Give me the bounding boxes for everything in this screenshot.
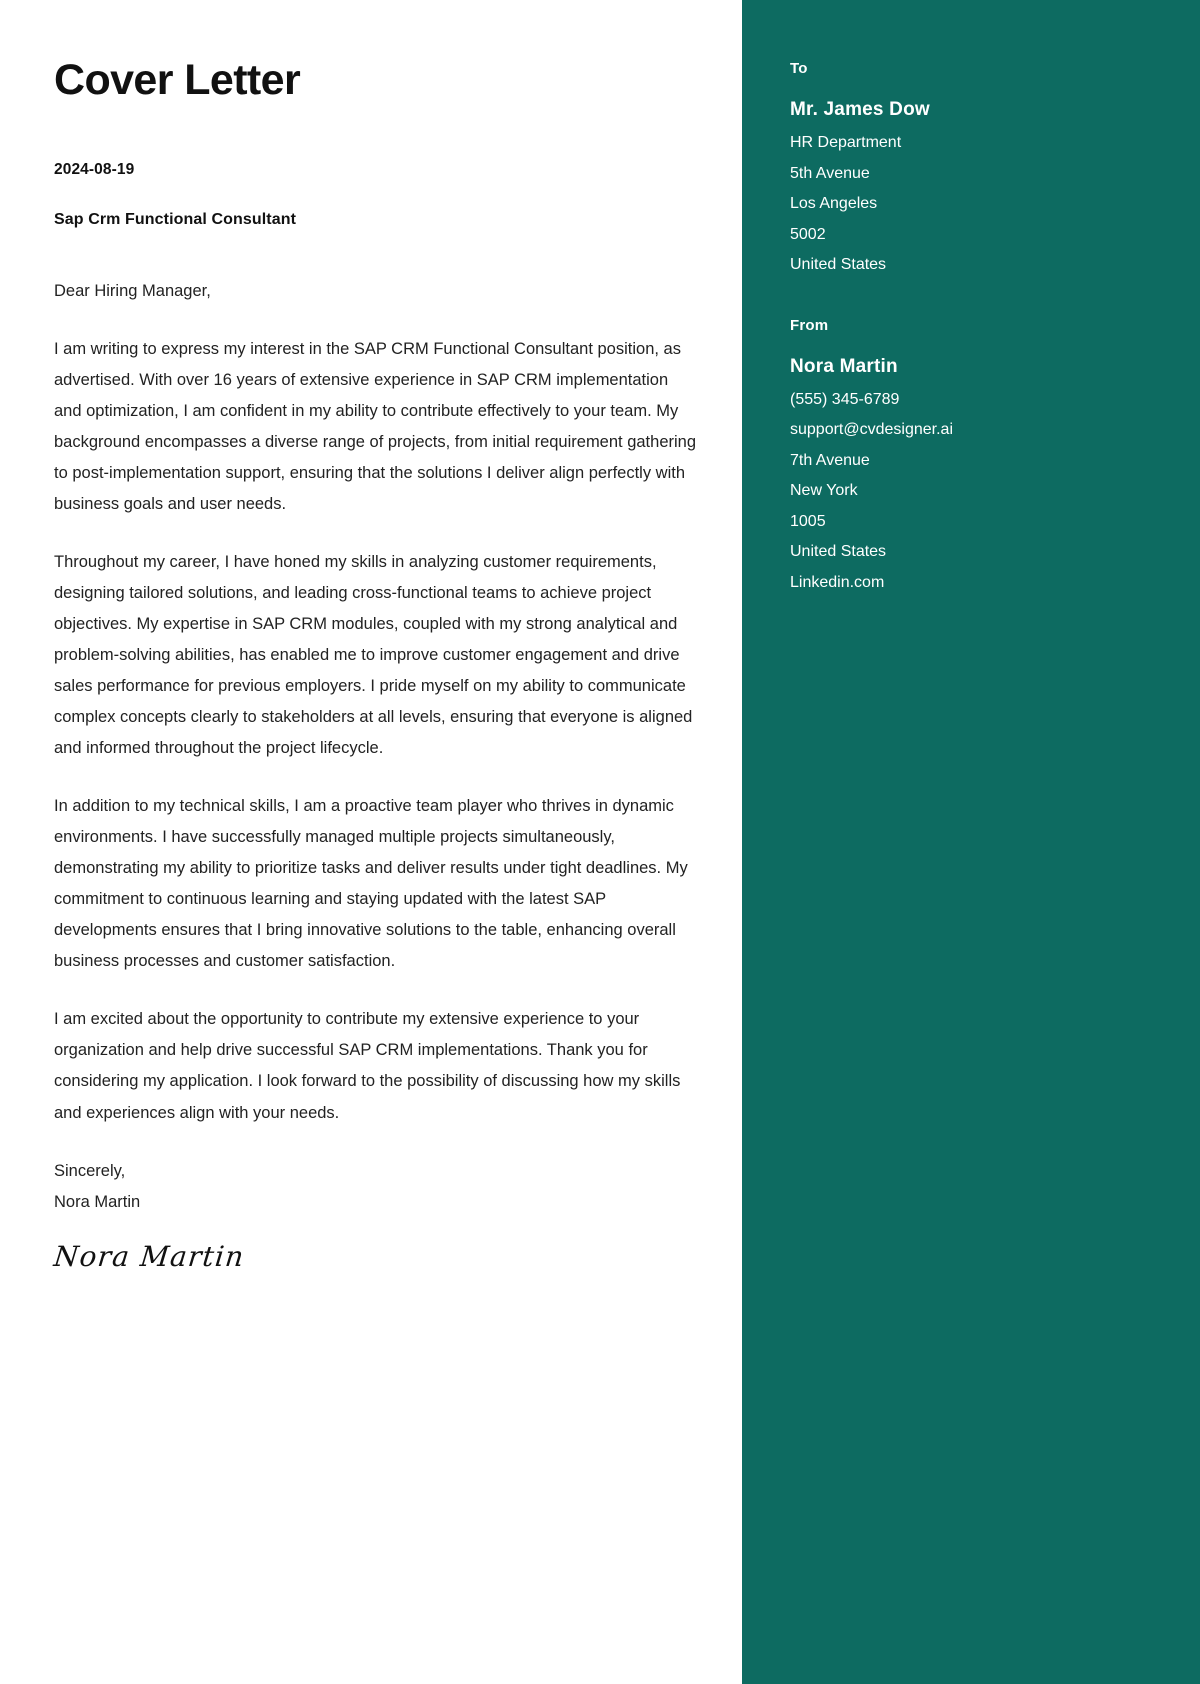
recipient-line: HR Department bbox=[790, 134, 902, 151]
sender-city: New York bbox=[790, 482, 858, 500]
recipient-line: United States bbox=[790, 256, 887, 274]
sender-postcode: 1005 bbox=[790, 512, 826, 530]
letter-paragraph-3: In addition to my technical skills, I am a proactive team player who thrives in dynamic environments. I have successfully managed multiple projects simultaneously, demonstrating my ability to prioritize tasks and deliver results under tight deadlines. My commitment to continuous learning and staying updated with the latest SAP developments ensures that I bring innovative solutions to the table, enhancing overall business processes and customer satisfaction. bbox=[54, 797, 688, 971]
recipient-line: 5002 bbox=[790, 225, 826, 243]
sender-email[interactable]: support@cvdesigner.ai bbox=[790, 421, 953, 439]
letter-paragraph-2: Throughout my career, I have honed my skills in analyzing customer requirements, designing tailored solutions, and leading cross-functional teams to achieve project objectives. My expertise in SAP CRM modules, coupled with my strong analytical and problem-solving abilities, has enabled me to improve customer engagement and drive sales performance for previous employers. I pride myself on my ability to communicate complex concepts clearly to stakeholders at all levels, ensuring that everyone is aligned and informed throughout the project lifecycle. bbox=[54, 553, 693, 758]
signature-image: Nora Martin bbox=[52, 1239, 247, 1273]
recipient-block bbox=[790, 60, 1160, 281]
recipient-heading: To bbox=[790, 60, 808, 77]
recipient-line: 5th Avenue bbox=[790, 164, 870, 182]
sender-heading: From bbox=[790, 316, 829, 334]
sender-linkedin[interactable]: Linkedin.com bbox=[790, 574, 885, 592]
recipient-line: Los Angeles bbox=[790, 195, 878, 213]
letter-salutation: Dear Hiring Manager, bbox=[54, 282, 211, 301]
page-title: Cover Letter bbox=[54, 56, 301, 104]
recipient-name: Mr. James Dow bbox=[790, 99, 930, 120]
sender-country: United States bbox=[790, 543, 887, 561]
letter-paragraph-4: I am excited about the opportunity to contribute my extensive experience to your organization and help drive successful SAP CRM implementations. Thank you for considering my application. I look forward to the possibility of discussing how my skills and experiences align with your needs. bbox=[54, 1010, 681, 1122]
sender-street: 7th Avenue bbox=[790, 451, 870, 469]
letter-closing: Sincerely, bbox=[54, 1161, 126, 1180]
sender-block bbox=[790, 317, 1160, 599]
letter-closing-block bbox=[54, 1156, 698, 1273]
letter-paragraph-1: I am writing to express my interest in the SAP CRM Functional Consultant position, as advertised. With over 16 years of extensive experience in SAP CRM implementation and optimization, I am confident in my ability to contribute effectively to your team. My background encompasses a diverse range of projects, from initial requirement gathering to post-implementation support, ensuring that the solutions I deliver align perfectly with business goals and user needs. bbox=[54, 340, 697, 514]
letter-sender-name: Nora Martin bbox=[54, 1192, 141, 1211]
letter-date: 2024-08-19 bbox=[54, 161, 135, 179]
sender-phone: (555) 345-6789 bbox=[790, 390, 900, 408]
contact-sidebar bbox=[742, 0, 1200, 1684]
letter-job-title: Sap Crm Functional Consultant bbox=[54, 211, 297, 229]
sender-name: Nora Martin bbox=[790, 355, 898, 377]
